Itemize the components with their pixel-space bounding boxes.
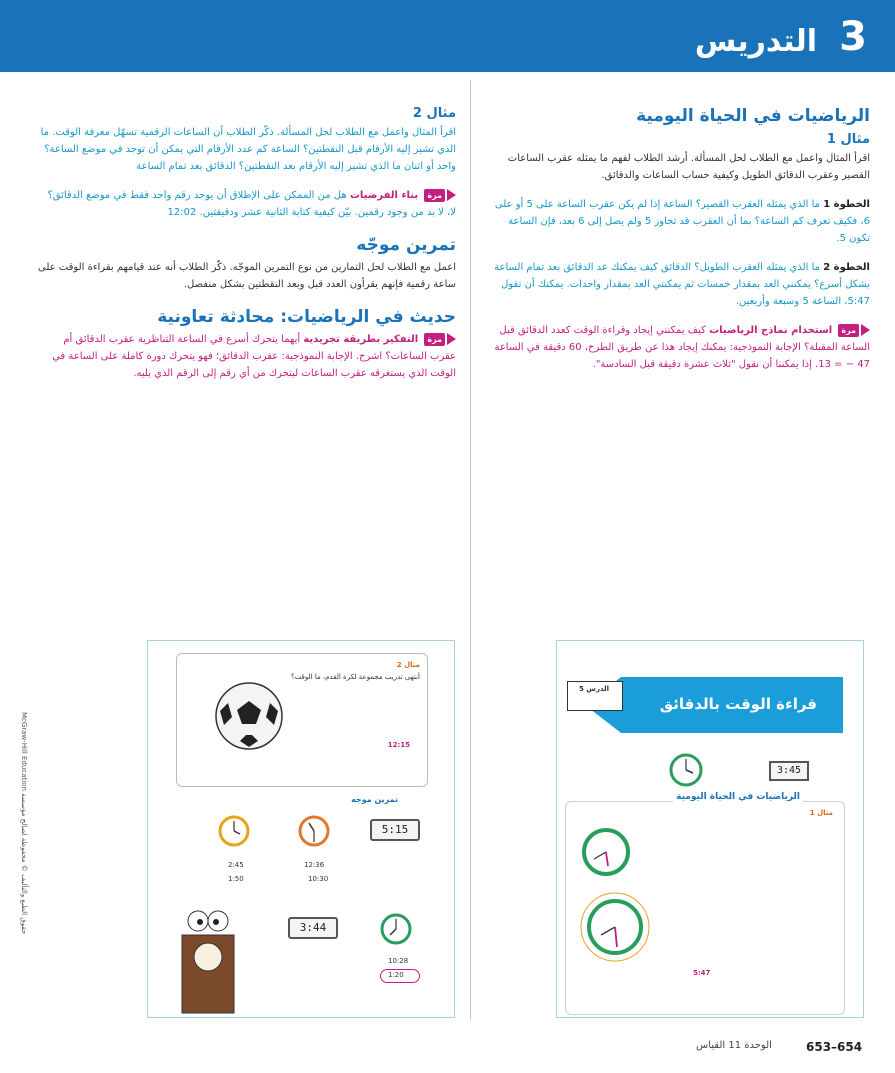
hypo-paragraph bbox=[38, 187, 456, 221]
step1-paragraph bbox=[492, 196, 870, 247]
talk-heading: حديث في الرياضيات: محادثة تعاونية bbox=[157, 307, 456, 327]
thumb-lesson-title: قراءة الوقت بالدقائق bbox=[659, 695, 817, 713]
section-number: 3 bbox=[839, 14, 867, 60]
thumb-lesson-label: الدرس 5 bbox=[579, 685, 610, 693]
analog-clock-icon bbox=[298, 815, 330, 847]
guided-heading: تمرين موجّه bbox=[356, 235, 456, 255]
student-page-thumbnail-right bbox=[556, 640, 864, 1018]
left-column bbox=[38, 104, 456, 388]
thumb-section-label: الرياضيات في الحياة اليومية bbox=[673, 793, 803, 802]
thumb-digital-time: 12:15 bbox=[387, 741, 410, 749]
models-title: استخدام نماذج الرياضيات bbox=[709, 325, 833, 336]
thumb-time-a: 2:45 bbox=[228, 861, 244, 869]
digital-clock: 3:44 bbox=[288, 917, 338, 939]
real-world-heading: الرياضيات في الحياة اليومية bbox=[636, 106, 870, 126]
example2-heading: مثال 2 bbox=[412, 106, 456, 121]
hypo-badge: مرة bbox=[424, 189, 445, 202]
thumb-example-label: مثال 2 bbox=[396, 661, 420, 669]
digital-clock: 3:45 bbox=[769, 761, 809, 781]
example1-heading: مثال 1 bbox=[826, 132, 870, 147]
arrow-icon bbox=[861, 324, 870, 336]
thumb-time-e: 10:28 bbox=[388, 957, 409, 965]
column-divider bbox=[470, 80, 471, 1020]
student-page-thumbnail-left bbox=[147, 640, 455, 1018]
models-text: كيف يمكنني إيجاد وقراءة الوقت كعدد الدقائق قبل الساعة المقبلة؟ الإجابة النموذجية: يمكنك إيجاد هذا عن طريق الطرح، 60 دقيقة في الساعة 47 − = 13. إذا يمكننا أن نقول "ثلاث عشرة دقيقة قبل السادسة". bbox=[494, 325, 870, 370]
step2-paragraph bbox=[492, 259, 870, 310]
analog-clock-icon bbox=[577, 889, 653, 965]
cartoon-clock-character-icon bbox=[172, 895, 244, 1015]
example2-text: اقرأ المثال واعمل مع الطلاب لحل المسألة. ذكّر الطلاب أن الساعات الرقمية تسهّل معرفة الوقت. ما الذي تشير إليه الأرقام قبل النقطتين؟ الساعة كم عدد الأرقام التي يمكن أن توجد في موضع الساعة؟ واحد أو اثنان ما الذي تشير إليه الأرقام بعد النقطتين؟ الدقائق بعد تمام الساعة bbox=[40, 127, 456, 172]
thumb-example-label: مثال 1 bbox=[809, 809, 833, 817]
arrow-icon bbox=[447, 189, 456, 201]
digital-clock: 5:15 bbox=[370, 819, 420, 841]
models-paragraph bbox=[492, 322, 870, 373]
step1-text: ما الذي يمثله العقرب القصير؟ الساعة إذا لم يكن عقرب الساعة على 5 أو على 6، فكيف تعرف كم الساعة؟ بما أن العقرب قد تجاوز 5 ولم يصل إلى 6 بعد، فإن الساعة تكون 5. bbox=[494, 199, 870, 244]
thumb-time-b: 1:50 bbox=[228, 875, 244, 883]
footer-page-numbers: 653–654 bbox=[806, 1040, 863, 1054]
step1-label: الخطوة 1 bbox=[823, 199, 870, 210]
step2-text: ما الذي يمثله العقرب الطويل؟ الدقائق كيف يمكنك عد الدقائق بعد تمام الساعة بشكل أسرع؟ يمكنني العد بمقدار خمسات ثم يمكنني العد بمقدار واحدات. يمكنك أن تقول 5:47، الساعة 5 وسبعة وأربعين. bbox=[494, 262, 870, 307]
section-title: التدريس bbox=[694, 24, 817, 59]
hypo-text: هل من الممكن على الإطلاق أن يوجد رقم واحد فقط في موضع الدقائق؟ لا، لا بد من وجود رقمين. بيّن كيفية كتابة الثانية عشر ودقيقتين. 12:02 bbox=[47, 190, 456, 218]
footer-unit: الوحدة 11 القياس bbox=[696, 1040, 772, 1051]
thumb-example-question: أنتهى تدريب مجموعة لكرة القدم، ما الوقت؟ bbox=[290, 673, 420, 681]
right-column bbox=[492, 104, 870, 379]
abstract-paragraph bbox=[38, 331, 456, 382]
thumb-time-c: 12:36 bbox=[304, 861, 325, 869]
hypo-title: بناء الفرضيات bbox=[349, 190, 419, 201]
soccer-ball-icon bbox=[214, 681, 284, 751]
arrow-icon bbox=[447, 333, 456, 345]
section-header bbox=[0, 0, 895, 72]
step2-label: الخطوة 2 bbox=[823, 262, 870, 273]
copyright-notice: McGraw-Hill Education حقوق الطبع والتأليف © محفوظة لصالح مؤسسة bbox=[20, 712, 28, 935]
abstract-title: التفكير بطريقة تجريدية bbox=[303, 334, 419, 345]
thumb-time-d: 10:30 bbox=[308, 875, 329, 883]
thumb-time-f: 1:20 bbox=[388, 971, 404, 979]
models-badge: مرة bbox=[838, 324, 859, 337]
analog-clock-icon bbox=[380, 913, 412, 945]
abstract-badge: مرة bbox=[424, 333, 445, 346]
thumb-answer-time: 5:47 bbox=[693, 969, 711, 977]
analog-clock-icon bbox=[581, 827, 631, 877]
guided-text: اعمل مع الطلاب لحل التمارين من نوع التمرين الموجّه. ذكّر الطلاب أنه عند قيامهم بقراءة الوقت على ساعة رقمية فإنهم يقرأون العدد قبل وبعد النقطتين بشكل منفصل. bbox=[38, 262, 456, 290]
analog-clock-icon bbox=[218, 815, 250, 847]
thumb-guided-label: تمرين موجه bbox=[351, 795, 398, 804]
analog-clock-icon bbox=[669, 753, 703, 787]
abstract-text: أيهما يتحرك أسرع في الساعة التناظرية عقرب الدقائق أم عقرب الساعات؟ اشرح. الإجابة النموذجية: عقرب الدقائق؛ فهو يتحرك دورة كاملة على الساعة في الوقت الذي يستغرقه عقرب الساعات ليتحرك من أي رقم إلى الرقم الذي يليه. bbox=[52, 334, 456, 379]
example1-intro: اقرأ المثال واعمل مع الطلاب لحل المسألة. أرشد الطلاب لفهم ما يمثله عقرب الساعات القصير وعقرب الدقائق الطويل وكيفية حساب الساعات والدقائق. bbox=[507, 153, 870, 181]
